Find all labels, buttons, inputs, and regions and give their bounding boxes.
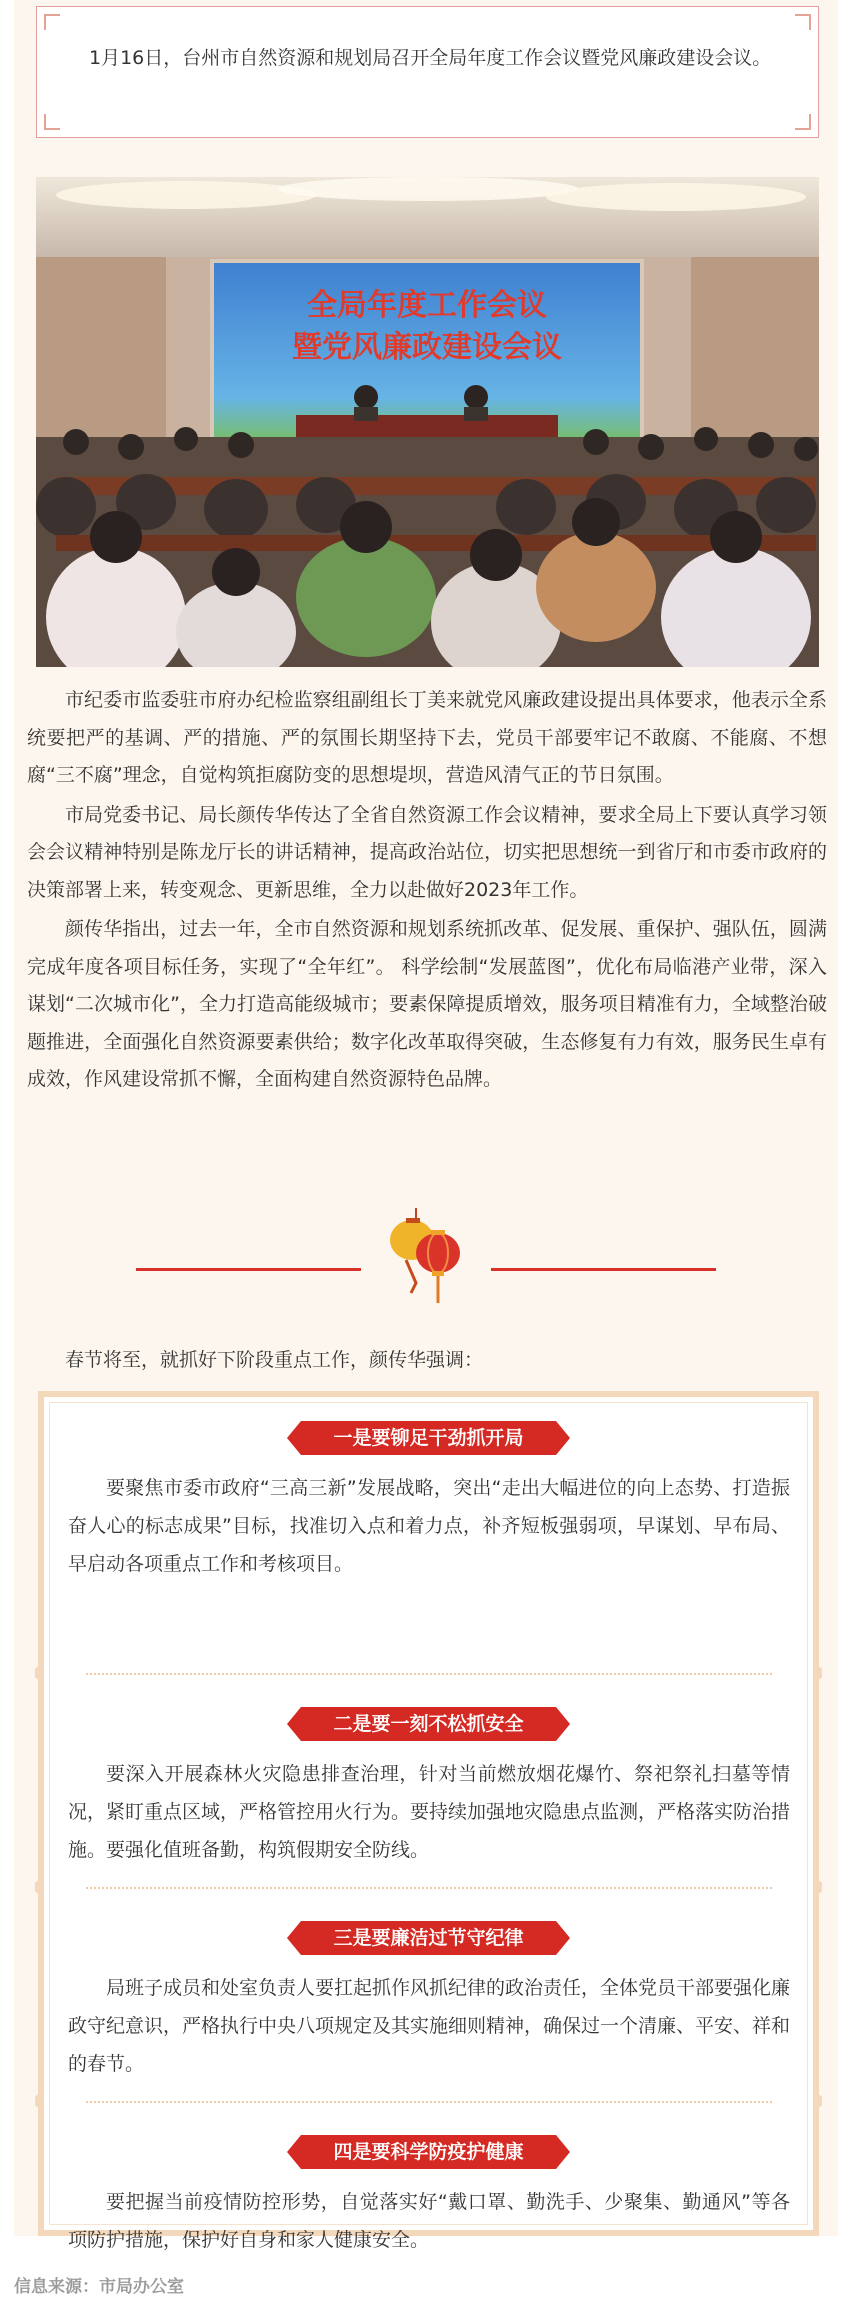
dotted-separator [86,2101,772,2103]
intro-box [36,6,819,138]
dotted-separator [86,1887,772,1889]
section-body: 局班子成员和处室负责人要扛起抓作风抓纪律的政治责任，全体党员干部要强化廉政守纪意识，严格执行中央八项规定及其实施细则精神，确保过一个清廉、平安、祥和的春节。 [68,1977,791,2075]
article-paragraphs [27,682,827,1101]
lantern-divider [136,1208,716,1308]
info-source: 信息来源：市局办公室 [14,2277,184,2297]
frame-dot [35,1667,41,1679]
corner-ornament [44,114,60,130]
section-title: 三是要廉洁过节守纪律 [301,1921,555,1955]
section-title-wrap [44,1921,813,1955]
section-title-wrap [44,2135,813,2169]
section-title: 一是要铆足干劲抓开局 [301,1421,555,1455]
key-work-frame [38,1391,819,2251]
paragraph: 颜传华指出，过去一年，全市自然资源和规划系统抓改革、促发展、重保护、强队伍，圆满完成年度各项目标任务，实现了“全年红”。 科学绘制“发展蓝图”，优化布局临港产业带，深入谋划“二次城市化”，全力打造高能级城市；要素保障提质增效，服务项目精准有力，全域整治破题推进，全面强化自然资源要素供给；数字化改革取得突破，生态修复有力有效，服务民生卓有成效，作风建设常抓不懈，全面构建自然资源特色品牌。 [27,918,827,1090]
frame-dot [35,1881,41,1893]
frame-dot [35,2095,41,2107]
section-title: 四是要科学防疫护健康 [301,2135,555,2169]
intro-text: 1月16日，台州市自然资源和规划局召开全局年度工作会议暨党风廉政建设会议。 [89,47,772,69]
meeting-photo [36,177,819,667]
section-body: 要聚焦市委市政府“三高三新”发展战略，突出“走出大幅进位的向上态势、打造振奋人心的标志成果”目标，找准切入点和着力点，补齐短板强弱项，早谋划、早布局、早启动各项重点工作和考核项目。 [68,1477,790,1575]
section-title: 二是要一刻不松抓安全 [301,1707,555,1741]
paragraph: 市局党委书记、局长颜传华传达了全省自然资源工作会议精神，要求全局上下要认真学习领会会议精神特别是陈龙厅长的讲话精神，提高政治站位，切实把思想统一到省厅和市委市政府的决策部署上来，转变观念、更新思维，全力以赴做好2023年工作。 [27,803,827,901]
section-title-wrap [44,1707,813,1741]
lead-text: 春节将至，就抓好下阶段重点工作，颜传华强调： [65,1349,484,1371]
corner-ornament [44,14,60,30]
meeting-photo-illustration [36,177,819,667]
frame-dot [816,1667,822,1679]
divider-line [491,1268,716,1271]
screen-title-line2: 暨党风廉政建设会议 [292,330,562,365]
frame-dot [816,2095,822,2107]
paragraph: 市纪委市监委驻市府办纪检监察组副组长丁美来就党风廉政建设提出具体要求，他表示全系统要把严的基调、严的措施、严的氛围长期坚持下去，党员干部要牢记不敢腐、不能腐、不想腐“三不腐”理念，自觉构筑拒腐防变的思想堤坝，营造风清气正的节日氛围。 [27,689,827,786]
corner-ornament [795,14,811,30]
section-body: 要把握当前疫情防控形势，自觉落实好“戴口罩、勤洗手、少聚集、勤通风”等各项防护措施，保护好自身和家人健康安全。 [68,2191,790,2251]
lantern-icon [376,1208,476,1308]
frame-dot [816,1881,822,1893]
section-title-wrap [44,1421,813,1455]
corner-ornament [795,114,811,130]
dotted-separator [86,1673,772,1675]
screen-title-line1: 全局年度工作会议 [307,288,547,323]
section-body: 要深入开展森林火灾隐患排查治理，针对当前燃放烟花爆竹、祭祀祭礼扫墓等情况，紧盯重点区域，严格管控用火行为。要持续加强地灾隐患点监测，严格落实防治措施。要强化值班备勤，构筑假期安全防线。 [68,1763,791,1861]
divider-line [136,1268,361,1271]
